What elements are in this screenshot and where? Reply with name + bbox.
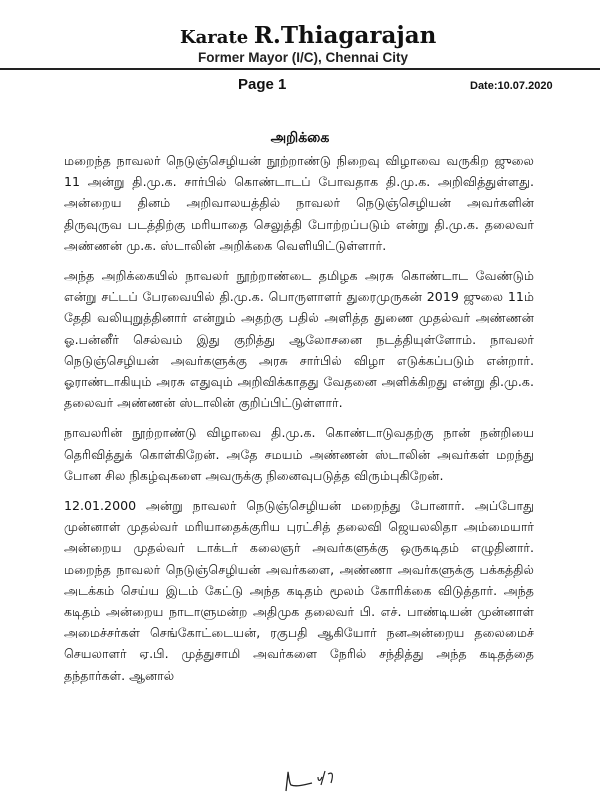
paragraph: 12.01.2000 அன்று நாவலர் நெடுஞ்செழியன் மறைந்து போனார். அப்போது முன்னாள் முதல்வர் மரியாதைக்குரிய புரட்சித் தலைவி ஜெயலலிதா அம்மையார் அன்றைய முதல்வர் டாக்டர் கலைஞர் அவர்களுக்கு ஒருகடிதம் எழுதினார். மறைந்த நாவலர் நெடுஞ்செழியன் அவர்களை, அண்ணா அவர்களுக்கு பக்கத்தில் அடக்கம் செய்ய இடம் கேட்டு அந்த கடிதம் மூலம் கோரிக்கை விடுத்தார். அந்த கடிதம் அன்றைய நாடாளுமன்ற அதிமுக தலைவர் பி. எச். பாண்டியன் முன்னாள் அமைச்சர்கள் செங்கோட்டையன், ரகுபதி ஆகியோர் நனஅன்றைய தலைமைச் செயலாளர் ஏ.பி. முத்துசாமி அவர்களை நேரில் சந்தித்து அந்த கடிதத்தை தந்தார்கள். ஆனால் [64, 498, 534, 683]
name-main: R.Thiagarajan [253, 22, 437, 49]
paragraph: மறைந்த நாவலர் நெடுஞ்செழியன் நூற்றாண்டு நிறைவு விழாவை வருகிற ஜுலை 11 அன்று தி.மு.க. சார்பில் கொண்டாடப் போவதாக தி.மு.க. அறிவித்துள்ளது. அன்றைய தினம் அறிவாலயத்தில் நாவலர் நெடுஞ்செழியன் அவர்களின் திருவுருவ படத்திற்கு மரியாதை செலுத்தி போற்றப்படும் என்று தி.மு.க. தலைவர் அண்ணன் மு.க. ஸ்டாலின் அறிக்கை வெளியிட்டுள்ளார். [64, 153, 534, 253]
document-title: அறிக்கை [270, 130, 330, 146]
letterhead-name [180, 22, 436, 49]
signature [282, 763, 352, 793]
document-body [64, 150, 534, 695]
page-number: Page 1 [238, 76, 287, 93]
document-date: Date:10.07.2020 [470, 80, 553, 92]
letterhead-subtitle: Former Mayor (I/C), Chennai City [198, 50, 409, 65]
paragraph: அந்த அறிக்கையில் நாவலர் நூற்றாண்டை தமிழக அரசு கொண்டாட வேண்டும் என்று சட்டப் பேரவையில் தி.மு.க. பொருளாளர் துரைமுருகன் 2019 ஜுலை 11ம் தேதி வலியுறுத்தினார் என்றும் அதற்கு பதில் அளித்த துணை முதல்வர் அண்ணன் ஓ.பன்னீர் செல்வம் இது குறித்து ஆலோசனை நடத்தியுள்ளோம். நாவலர் நெடுஞ்செழியன் அவர்களுக்கு அரசு சார்பில் விழா எடுக்கப்படும் என்றார். ஓராண்டாகியும் அரசு எதுவும் அறிவிக்காதது வேதனை அளிக்கிறது என்று தி.மு.க. தலைவர் அண்ணன் ஸ்டாலின் குறிப்பிட்டுள்ளார். [64, 268, 534, 411]
name-prefix: Karate [180, 27, 249, 48]
header-divider [0, 68, 600, 70]
paragraph: நாவலரின் நூற்றாண்டு விழாவை தி.மு.க. கொண்டாடுவதற்கு நான் நன்றியை தெரிவித்துக் கொள்கிறேன். அதே சமயம் அண்ணன் ஸ்டாலின் அவர்கள் மறந்து போன சில நிகழ்வுகளை அவருக்கு நினைவுபடுத்த விரும்புகிறேன். [64, 425, 534, 483]
signature-scrawl-icon [282, 763, 352, 793]
